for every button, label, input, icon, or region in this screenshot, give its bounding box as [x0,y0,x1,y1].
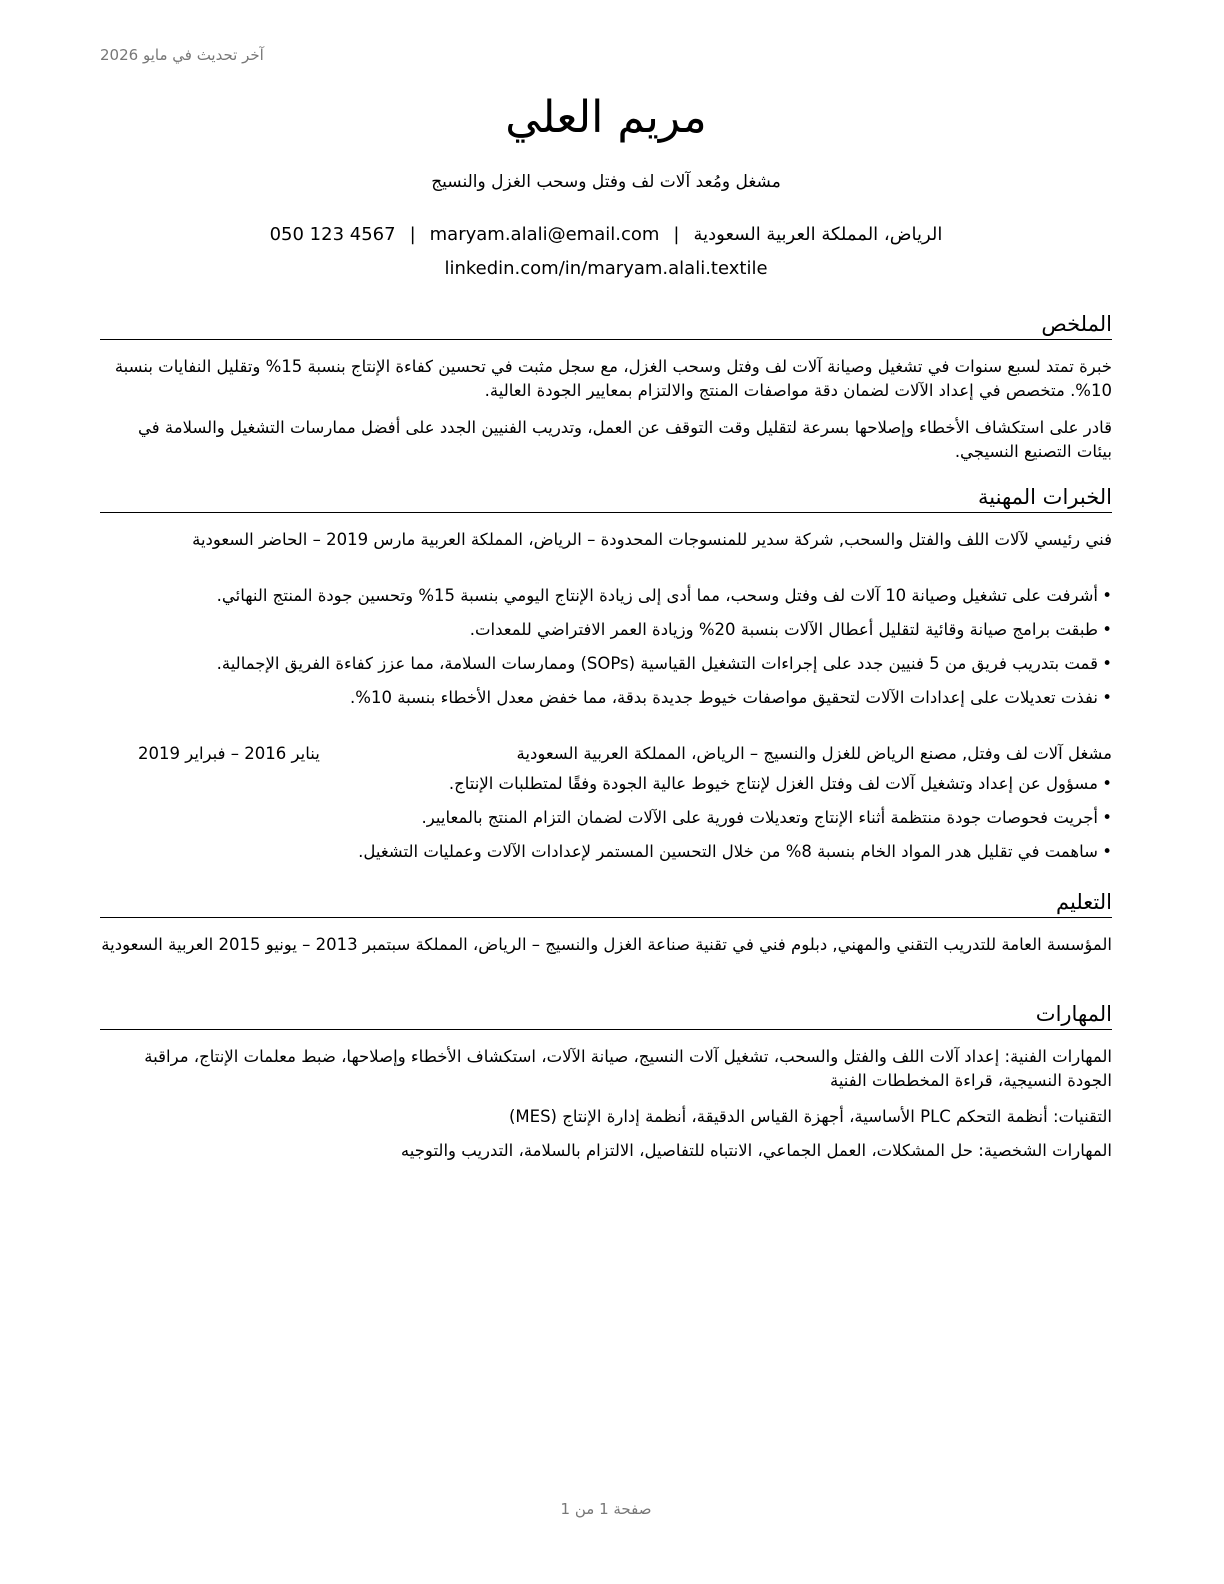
list-item: •مسؤول عن إعداد وتشغيل آلات لف وفتل الغزل لإنتاج خيوط عالية الجودة وفقًا لمتطلبات الإنتاج. [448,774,1112,793]
contact-phone: 050 123 4567 [269,224,396,245]
summary-paragraph: قادر على استكشاف الأخطاء وإصلاحها بسرعة لتقليل وقت التوقف عن العمل، وتدريب الفنيين الجدد على أفضل ممارسات التشغيل والسلامة في بيئات التصنيع النسيجي. [138,418,1112,461]
section-title-skills: المهارات [100,1001,1112,1030]
job-dates: يناير 2016 – فبراير 2019 [138,744,320,763]
list-item: •أجريت فحوصات جودة منتظمة أثناء الإنتاج وتعديلات فورية على الآلات لضمان التزام المنتج بالمعايير. [421,808,1112,827]
section-title-experience: الخبرات المهنية [100,484,1112,513]
list-item: •طبقت برامج صيانة وقائية لتقليل أعطال الآلات بنسبة 20% وزيادة العمر الافتراضي للمعدات. [469,620,1112,639]
linkedin-link[interactable]: linkedin.com/in/maryam.alali.textile [444,258,768,279]
contact-separator: | [673,224,680,245]
contact-location: الرياض، المملكة العربية السعودية [693,224,943,245]
job-bullets [92,584,1112,720]
candidate-headline: مشغل ومُعد آلات لف وفتل وسحب الغزل والنسيج [431,172,781,192]
list-item: •ساهمت في تقليل هدر المواد الخام بنسبة 8% من خلال التحسين المستمر لإعدادات الآلات وعمليات التشغيل. [358,842,1112,861]
contact-separator: | [409,224,416,245]
section-title-education: التعليم [100,889,1112,918]
summary-paragraph: خبرة تمتد لسبع سنوات في تشغيل وصيانة آلات لف وفتل وسحب الغزل، مع سجل مثبت في تحسين كفاءة الإنتاج بنسبة 15% وتقليل النفايات بنسبة 10%. متخصص في إعداد الآلات لضمان دقة مواصفات المنتج والالتزام بمعايير الجودة العالية. [114,357,1112,400]
job-heading: مشغل آلات لف وفتل, مصنع الرياض للغزل والنسيج – الرياض، المملكة العربية السعودية [516,744,1112,763]
last-updated: آخر تحديث في مايو 2026 [100,46,264,64]
contact-email[interactable]: maryam.alali@email.com [429,224,660,245]
list-item: •أشرفت على تشغيل وصيانة 10 آلات لف وفتل وسحب، مما أدى إلى زيادة الإنتاج اليومي بنسبة 15% وتحسين جودة المنتج النهائي. [216,586,1112,605]
skills-line: المهارات الشخصية: حل المشكلات، العمل الجماعي، الانتباه للتفاصيل، الالتزام بالسلامة، التدريب والتوجيه [400,1141,1112,1160]
skills-line: المهارات الفنية: إعداد آلات اللف والفتل والسحب، تشغيل آلات النسيج، صيانة الآلات، استكشاف الأخطاء وإصلاحها، ضبط معلمات الإنتاج، مراقبة الجودة النسيجية، قراءة المخططات الفنية [144,1047,1112,1090]
page-number: صفحة 1 من 1 [560,1500,652,1518]
job-heading: فني رئيسي لآلات اللف والفتل والسحب, شركة سدير للمنسوجات المحدودة – الرياض، المملكة العربية مارس 2019 – الحاضر السعودية [192,530,1112,549]
section-title-summary: الملخص [100,311,1112,340]
candidate-name: مريم العلي [505,92,707,143]
job-heading-row [100,742,1112,766]
contact-line [100,224,1112,245]
list-item: •قمت بتدريب فريق من 5 فنيين جدد على إجراءات التشغيل القياسية (SOPs) وممارسات السلامة، مما عزز كفاءة الفريق الإجمالية. [216,654,1112,673]
resume-page [100,0,1112,1584]
education-entry: المؤسسة العامة للتدريب التقني والمهني, دبلوم فني في تقنية صناعة الغزل والنسيج – الرياض، المملكة سبتمبر 2013 – يونيو 2015 العربية السعودية [101,935,1112,954]
skills-line: التقنيات: أنظمة التحكم PLC الأساسية، أجهزة القياس الدقيقة، أنظمة إدارة الإنتاج (MES) [508,1107,1112,1126]
list-item: •نفذت تعديلات على إعدادات الآلات لتحقيق مواصفات خيوط جديدة بدقة، مما خفض معدل الأخطاء بنسبة 10%. [350,688,1112,707]
job-bullets [92,772,1112,874]
